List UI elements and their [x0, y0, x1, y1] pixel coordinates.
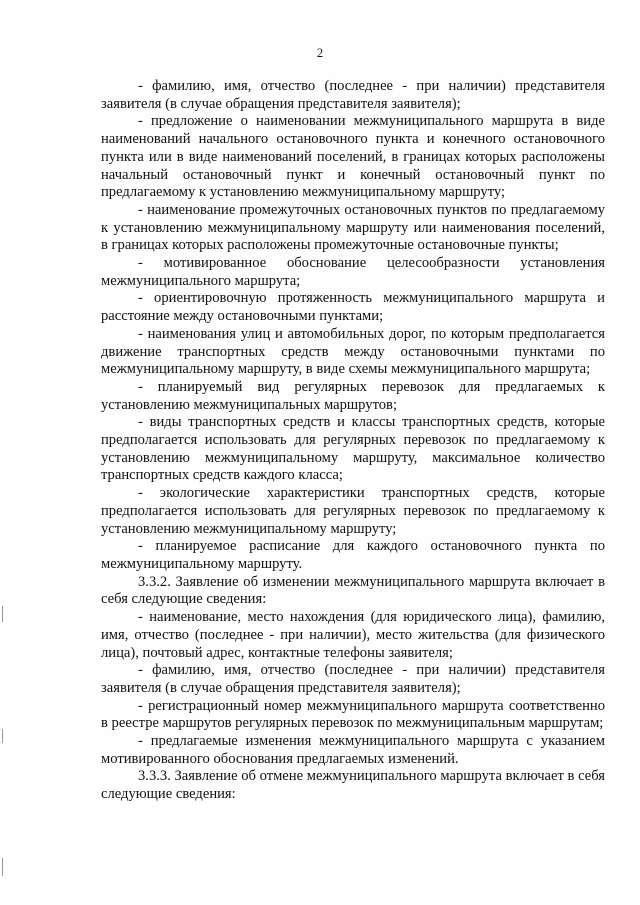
scan-margin-mark — [2, 606, 3, 622]
paragraph: - наименование, место нахождения (для юридического лица), фамилию, имя, отчество (последнее - при наличии), место жительства (для физического лица), почтовый адрес, контактные телефоны заявителя; — [101, 609, 605, 661]
paragraph: - ориентировочную протяженность межмуниципального маршрута и расстояние между остановочными пунктами; — [101, 290, 605, 325]
section-paragraph: 3.3.2. Заявление об изменении межмуниципального маршрута включает в себя следующие сведения: — [101, 573, 605, 608]
paragraph: - наименование промежуточных остановочных пунктов по предлагаемому к установлению межмуниципальному маршруту или наименования поселений, в границах которых расположены промежуточные остановочные пункты; — [101, 201, 605, 254]
paragraph: - планируемый вид регулярных перевозок для предлагаемых к установлению межмуниципальных маршрутов; — [101, 378, 605, 413]
paragraph: - регистрационный номер межмуниципального маршрута соответственно в реестре маршрутов регулярных перевозок по межмуниципальным маршрутам; — [101, 697, 605, 732]
paragraph: - предлагаемые изменения межмуниципального маршрута с указанием мотивированного обоснования предлагаемых изменений. — [101, 733, 605, 767]
page-number: 2 — [316, 46, 324, 60]
paragraph: - наименования улиц и автомобильных дорог, по которым предполагается движение транспортных средств между остановочными пунктами по межмуниципальному маршруту, в виде схемы межмуниципального маршрута; — [101, 325, 605, 378]
paragraph: - экологические характеристики транспортных средств, которые предполагается использовать для регулярных перевозок по предлагаемому к установлению межмуниципальному маршруту; — [101, 485, 605, 537]
paragraph: - фамилию, имя, отчество (последнее - при наличии) представителя заявителя (в случае обращения представителя заявителя); — [101, 662, 605, 696]
scan-margin-mark — [2, 858, 3, 876]
scan-margin-mark — [2, 729, 3, 743]
document-body — [101, 78, 605, 804]
paragraph: - виды транспортных средств и классы транспортных средств, которые предполагается использовать для регулярных перевозок по предлагаемому к установлению межмуниципальному маршруту, максимальное количество транспортных средств каждого класса; — [101, 414, 605, 484]
paragraph: - предложение о наименовании межмуниципального маршрута в виде наименований начального остановочного пункта и конечного остановочного пункта или в виде наименований поселений, в границах которых расположены начальный остановочный пункт и конечный остановочный пункт по предлагаемому к установлению межмуниципальному маршруту; — [101, 113, 605, 201]
section-paragraph: 3.3.3. Заявление об отмене межмуниципального маршрута включает в себя следующие сведения: — [101, 768, 605, 803]
paragraph: - фамилию, имя, отчество (последнее - при наличии) представителя заявителя (в случае обращения представителя заявителя); — [101, 78, 605, 112]
paragraph: - мотивированное обоснование целесообразности установления межмуниципального маршрута; — [101, 255, 605, 289]
paragraph: - планируемое расписание для каждого остановочного пункта по межмуниципальному маршруту. — [101, 538, 605, 572]
